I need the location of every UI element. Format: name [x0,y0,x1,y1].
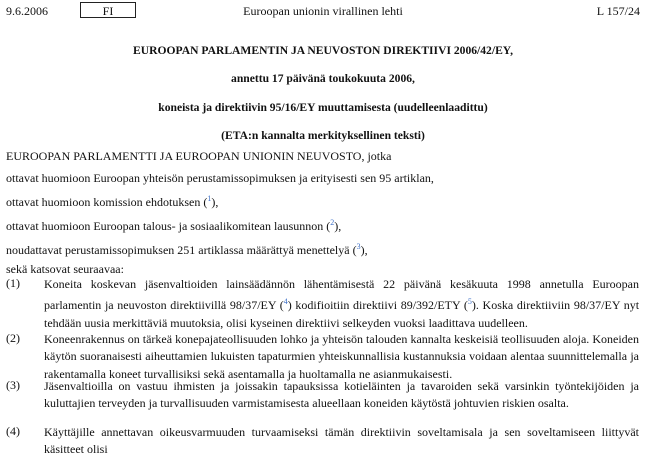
directive-subject: koneista ja direktiivin 95/16/EY muuttamisesta (uudelleenlaadittu) [158,101,488,114]
recital-number: (3) [6,378,20,392]
preamble-commission-text: ottavat huomioon komission ehdotuksen [6,195,201,209]
header-page-number: L 157/24 [596,4,640,18]
directive-date: annettu 17 päivänä toukokuuta 2006, [231,72,415,85]
recital-1-text-c: . Koska direktiiviin 98/37/EY nyt tehdään uusia merkittäviä muutoksia, olisi kyseinen direktiivi selkeyden vuoksi laadittava uudelleen. [44,298,640,330]
header-language-box: FI [80,2,136,18]
preamble-authors: EUROOPAN PARLAMENTTI JA EUROOPAN UNIONIN NEUVOSTO, jotka [6,149,392,163]
preamble-eesc-text: ottavat huomioon Euroopan talous- ja sosiaalikomitean lausunnon [6,219,324,233]
recital-1-text-a: Koneita koskevan jäsenvaltioiden lainsäädännön lähentämisestä 22 päivänä kesäkuuta 1998 annetulla Euroopan parlamentin ja neuvoston direktiivillä 98/37/EY [44,277,639,313]
footnote-link-4[interactable]: 4 [283,297,288,307]
recital-number: (2) [6,331,20,345]
preamble-procedure-text: noudattavat perustamissopimuksen 251 artiklassa määrättyä menettelyä [6,243,350,257]
recital-text: Käyttäjille annettavan oikeusvarmuuden turvaamiseksi tämän direktiivin soveltamisala ja sen soveltamiseen liittyvät käsitteet olisi [44,425,639,457]
footnote-link-1[interactable]: 1 [207,194,212,203]
footnote-link-5[interactable]: 5 [467,297,472,307]
directive-title: EUROOPAN PARLAMENTIN JA NEUVOSTON DIREKTIIVI 2006/42/EY, [132,44,514,57]
header-journal-title: Euroopan unionin virallinen lehti [243,4,403,18]
recital-number: (4) [6,424,20,438]
recital-1-text-b: kodifioitiin direktiivi 89/392/ETY [295,298,461,313]
recital-text: Jäsenvaltioilla on vastuu ihmisten ja joissakin tapauksissa kotieläinten ja tavaroiden sekä varsinkin työntekijöiden ja kuluttajien terveyden ja turvallisuuden varmistamisesta alueellaan koneiden käytöstä johtuvien riskien osalta. [44,379,639,411]
preamble-procedure: noudattavat perustamissopimuksen 251 artiklassa määrättyä menettelyä ($^3$), [6,242,368,257]
preamble-commission: ottavat huomioon komission ehdotuksen ($^1$), [6,194,219,209]
preamble-whereas: sekä katsovat seuraavaa: [6,262,124,276]
preamble-treaty: ottavat huomioon Euroopan yhteisön perustamissopimuksen ja erityisesti sen 95 artiklan, [6,171,434,185]
header-date: 9.6.2006 [6,4,48,18]
recital-text: Koneenrakennus on tärkeä konepajateollisuuden lohko ja yhteisön talouden kannalta keskeisiä teollisuuden aloja. Koneiden käytön suoranaisesti aiheuttamien lukuisten tapaturmien yhteiskunnallisia kustannuksia voidaan alentaa suunnittelemalla ja rakentamalla koneet turvallisiksi sekä asentamalla ja huoltamalla ne asianmukaisesti. [44,332,639,381]
footnote-link-2[interactable]: 2 [330,218,335,227]
eea-relevance: (ETA:n kannalta merkityksellinen teksti) [221,129,425,142]
recital-number: (1) [6,276,20,290]
recital-text: Koneita koskevan jäsenvaltioiden lainsäädännön lähentämisestä 22 päivänä kesäkuuta 1998 annetulla Euroopan parlamentin ja neuvoston direktiivillä 98/37/EY ($^4$) kodifioitiin direktiivi 89/392/ETY ($^5$). Koska direktiiviin 98/37/EY nyt tehdään uusia merkittäviä muutoksia, olisi kyseinen direktiivi selkeyden vuoksi laadittava uudelleen. [44,277,640,330]
preamble-eesc: ottavat huomioon Euroopan talous- ja sosiaalikomitean lausunnon ($^2$), [6,218,342,233]
footnote-link-3[interactable]: 3 [356,242,361,251]
